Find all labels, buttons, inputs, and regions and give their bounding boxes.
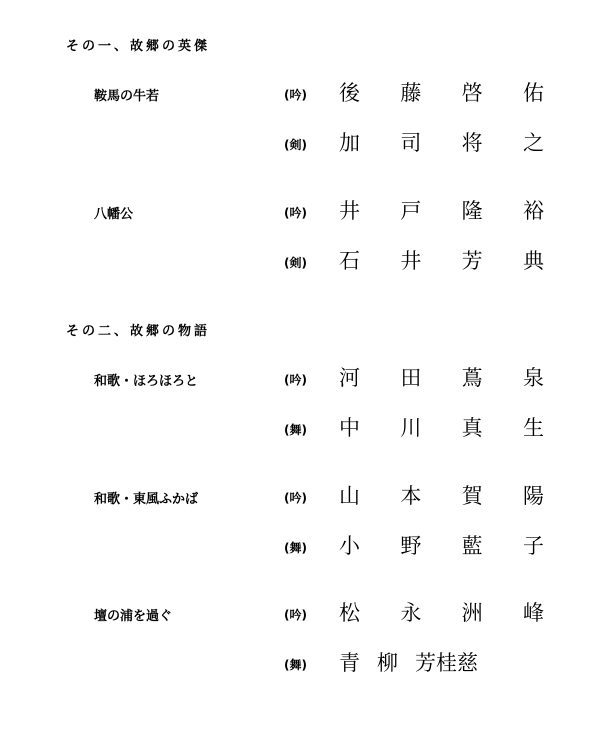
role-ginn-kurama: (吟) xyxy=(284,88,307,102)
name-char: 石 xyxy=(339,249,360,273)
name-char: 峰 xyxy=(522,601,544,625)
section-title-2: その二、故郷の物語 xyxy=(66,324,211,339)
performer-name-yamamoto-gayo xyxy=(339,484,544,508)
role-ginn-dannoura: (吟) xyxy=(284,608,307,622)
name-char: 河 xyxy=(339,366,360,390)
piece-title-kurama-no-ushiwaka: 鞍馬の牛若 xyxy=(94,89,160,104)
name-char: 蔦 xyxy=(461,366,483,390)
name-char: 藤 xyxy=(400,81,422,105)
name-char: 井 xyxy=(400,249,422,273)
name-char: 小 xyxy=(339,534,360,558)
performer-name-matsunaga-shuho xyxy=(339,601,544,625)
name-char: 井 xyxy=(339,199,360,223)
name-char: 柳 xyxy=(377,651,398,675)
name-char: 中 xyxy=(339,416,360,440)
role-mai-dannoura: (舞) xyxy=(284,658,307,672)
name-char: 真 xyxy=(461,416,483,440)
name-char: 戸 xyxy=(400,199,422,223)
name-char: 青 xyxy=(339,651,360,675)
name-char: 子 xyxy=(522,534,544,558)
name-char: 田 xyxy=(400,366,422,390)
performer-name-nakagawa-masao xyxy=(339,416,544,440)
name-char: 将 xyxy=(461,131,483,155)
name-char: 本 xyxy=(400,484,422,508)
performer-name-ono-aiko xyxy=(339,534,544,558)
performer-name-ishii-yoshinori xyxy=(339,249,544,273)
role-ginn-kochi: (吟) xyxy=(284,491,307,505)
performer-name-aoyagi-hokeiji xyxy=(339,651,544,675)
role-ginn-hachiman: (吟) xyxy=(284,206,307,220)
role-mai-horohoro: (舞) xyxy=(284,423,307,437)
name-char: 芳 xyxy=(461,249,483,273)
name-char: 後 xyxy=(339,81,360,105)
name-char: 洲 xyxy=(461,601,483,625)
name-char: 芳桂慈 xyxy=(415,651,478,675)
name-char: 啓 xyxy=(461,81,483,105)
name-char: 典 xyxy=(522,249,544,273)
section-title-1: その一、故郷の英傑 xyxy=(66,39,211,54)
name-char: 生 xyxy=(522,416,544,440)
name-char: 山 xyxy=(339,484,360,508)
piece-title-horohoro-to: 和歌・ほろほろと xyxy=(94,374,199,389)
name-char: 永 xyxy=(400,601,422,625)
name-char: 賀 xyxy=(461,484,483,508)
name-char: 松 xyxy=(339,601,360,625)
name-char: 隆 xyxy=(461,199,483,223)
name-char: 司 xyxy=(400,131,422,155)
name-char: 裕 xyxy=(522,199,544,223)
name-char: 之 xyxy=(522,131,544,155)
name-char: 陽 xyxy=(522,484,544,508)
piece-title-hachiman-ko: 八幡公 xyxy=(94,207,134,222)
name-char: 泉 xyxy=(522,366,544,390)
piece-title-dannoura-wo-sugu: 壇の浦を過ぐ xyxy=(94,609,173,624)
role-ginn-horohoro: (吟) xyxy=(284,373,307,387)
name-char: 野 xyxy=(400,534,422,558)
piece-title-kochi-fukaba: 和歌・東風ふかば xyxy=(94,492,199,507)
name-char: 佑 xyxy=(522,81,544,105)
role-ken-kurama: (剣) xyxy=(284,138,307,152)
performer-name-kaji-masayuki xyxy=(339,131,544,155)
role-mai-kochi: (舞) xyxy=(284,541,307,555)
performer-name-kawada-tsutasen xyxy=(339,366,544,390)
name-char: 藍 xyxy=(461,534,483,558)
role-ken-hachiman: (剣) xyxy=(284,256,307,270)
name-char: 加 xyxy=(339,131,360,155)
name-char: 川 xyxy=(400,416,422,440)
performer-name-ido-takahiro xyxy=(339,199,544,223)
performer-name-goto-keisuke xyxy=(339,81,544,105)
